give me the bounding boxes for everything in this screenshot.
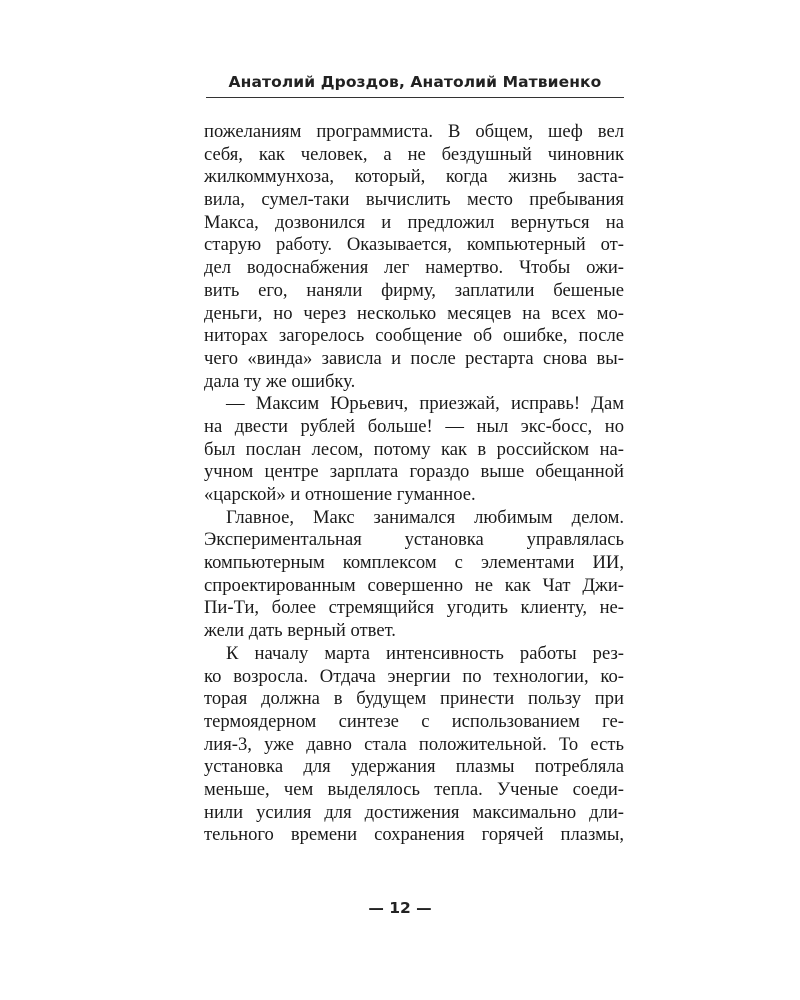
text-line: дала ту же ошибку. (204, 370, 356, 392)
text-line: старую работу. Оказывается, компьютерный от- (204, 234, 624, 256)
text-line: вить его, наняли фирму, заплатили бешеные (204, 279, 624, 301)
text-line: Макса, дозвонился и предложил вернуться на (204, 211, 624, 233)
text-line: чего «винда» зависла и после рестарта снова вы- (204, 347, 624, 369)
page-number: — 12 — (368, 899, 432, 917)
text-line: себя, как человек, а не бездушный чиновник (204, 143, 624, 165)
text-line: меньше, чем выделялось тепла. Ученые соеди- (204, 778, 624, 800)
running-header: Анатолий Дроздов, Анатолий Матвиенко (228, 73, 602, 91)
text-line: Экспериментальная установка управлялась (204, 529, 624, 551)
text-line: был послан лесом, потому как в российском на- (204, 438, 624, 460)
body-text (204, 121, 624, 847)
text-line: на двести рублей больше! — ныл экс-босс, но (204, 415, 624, 437)
text-line: «царской» и отношение гуманное. (204, 484, 476, 505)
text-line: термоядерном синтезе с использованием ге- (204, 710, 624, 732)
text-line: деньги, но через несколько месяцев на всех мо- (204, 302, 624, 324)
text-line: ниторах загорелось сообщение об ошибке, после (204, 325, 624, 347)
header-divider (206, 97, 624, 98)
text-line: тельного времени сохранения горячей плазмы, (204, 824, 624, 846)
text-line: жилкоммунхоза, который, когда жизнь заста- (204, 166, 624, 188)
text-line: установка для удержания плазмы потребляла (204, 756, 624, 778)
text-line: компьютерным комплексом с элементами ИИ, (204, 552, 624, 574)
text-line: торая должна в будущем принести пользу при (204, 688, 624, 710)
text-line: вила, сумел-таки вычислить место пребывания (204, 189, 624, 211)
text-line: спроектированным совершенно не как Чат Джи- (204, 574, 624, 596)
text-line: Пи-Ти, более стремящийся угодить клиенту, не- (204, 597, 624, 619)
text-line: жели дать верный ответ. (204, 620, 396, 642)
text-line: пожеланиям программиста. В общем, шеф вел (204, 121, 624, 142)
text-line: дел водоснабжения лег намертво. Чтобы ожи- (204, 257, 624, 279)
text-line: учном центре зарплата гораздо выше обещанной (204, 461, 624, 483)
text-line: ко возросла. Отдача энергии по технологии, ко- (204, 665, 624, 687)
text-line: К началу марта интенсивность работы рез- (226, 642, 624, 664)
text-line: — Максим Юрьевич, приезжай, исправь! Дам (226, 393, 624, 415)
text-line: лия-3, уже давно стала положительной. То есть (204, 733, 624, 755)
text-line: нили усилия для достижения максимально дли- (204, 801, 624, 823)
text-line: Главное, Макс занимался любимым делом. (226, 506, 624, 528)
